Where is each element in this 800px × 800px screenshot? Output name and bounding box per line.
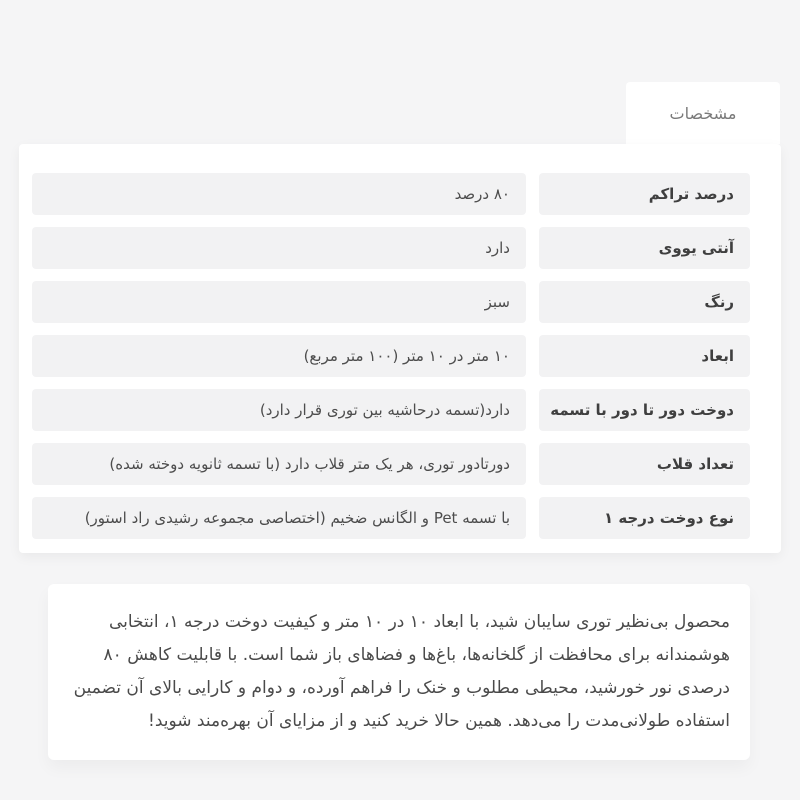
spec-row-edge-stitching — [32, 389, 750, 431]
spec-row-anti-uv — [32, 227, 750, 269]
spec-row-dimensions — [32, 335, 750, 377]
spec-value-hook-count: دورتادور توری، هر یک متر قلاب دارد (با تسمه ثانویه دوخته شده) — [32, 443, 526, 485]
spec-label-stitch-type: نوع دوخت درجه ۱ — [539, 497, 750, 539]
spec-value-anti-uv: دارد — [32, 227, 526, 269]
spec-value-edge-stitching: دارد(تسمه درحاشیه بین توری قرار دارد) — [32, 389, 526, 431]
tab-specifications-label: مشخصات — [669, 103, 737, 123]
product-description-card — [48, 584, 750, 760]
spec-label-dimensions: ابعاد — [539, 335, 750, 377]
tab-specifications[interactable] — [626, 82, 780, 144]
spec-label-anti-uv: آنتی یووی — [539, 227, 750, 269]
spec-label-hook-count: تعداد قلاب — [539, 443, 750, 485]
spec-label-edge-stitching: دوخت دور تا دور با تسمه — [539, 389, 750, 431]
spec-label-density: درصد تراکم — [539, 173, 750, 215]
spec-value-stitch-type: با تسمه Pet و الگانس ضخیم (اختصاصی مجموعه رشیدی راد استور) — [32, 497, 526, 539]
spec-value-dimensions: ۱۰ متر در ۱۰ متر (۱۰۰ متر مربع) — [32, 335, 526, 377]
spec-value-density: ۸۰ درصد — [32, 173, 526, 215]
spec-value-color: سبز — [32, 281, 526, 323]
spec-row-density — [32, 173, 750, 215]
product-description-text: محصول بی‌نظیر توری سایبان شید، با ابعاد ۱۰ در ۱۰ متر و کیفیت دوخت درجه ۱، انتخابی هوشمندانه برای محافظت از گلخانه‌ها، باغ‌ها و فضاهای باز شما است. با قابلیت کاهش ۸۰ درصدی نور خورشید، محیطی مطلوب و خنک را فراهم آورده، و دوام و کارایی بالای آن تضمین استفاده طولانی‌مدت را می‌دهد. همین حالا خرید کنید و از مزایای آن بهره‌مند شوید! — [73, 612, 730, 731]
spec-row-color — [32, 281, 750, 323]
spec-label-color: رنگ — [539, 281, 750, 323]
specifications-card — [19, 144, 781, 553]
spec-row-hook-count — [32, 443, 750, 485]
spec-row-stitch-type — [32, 497, 750, 539]
